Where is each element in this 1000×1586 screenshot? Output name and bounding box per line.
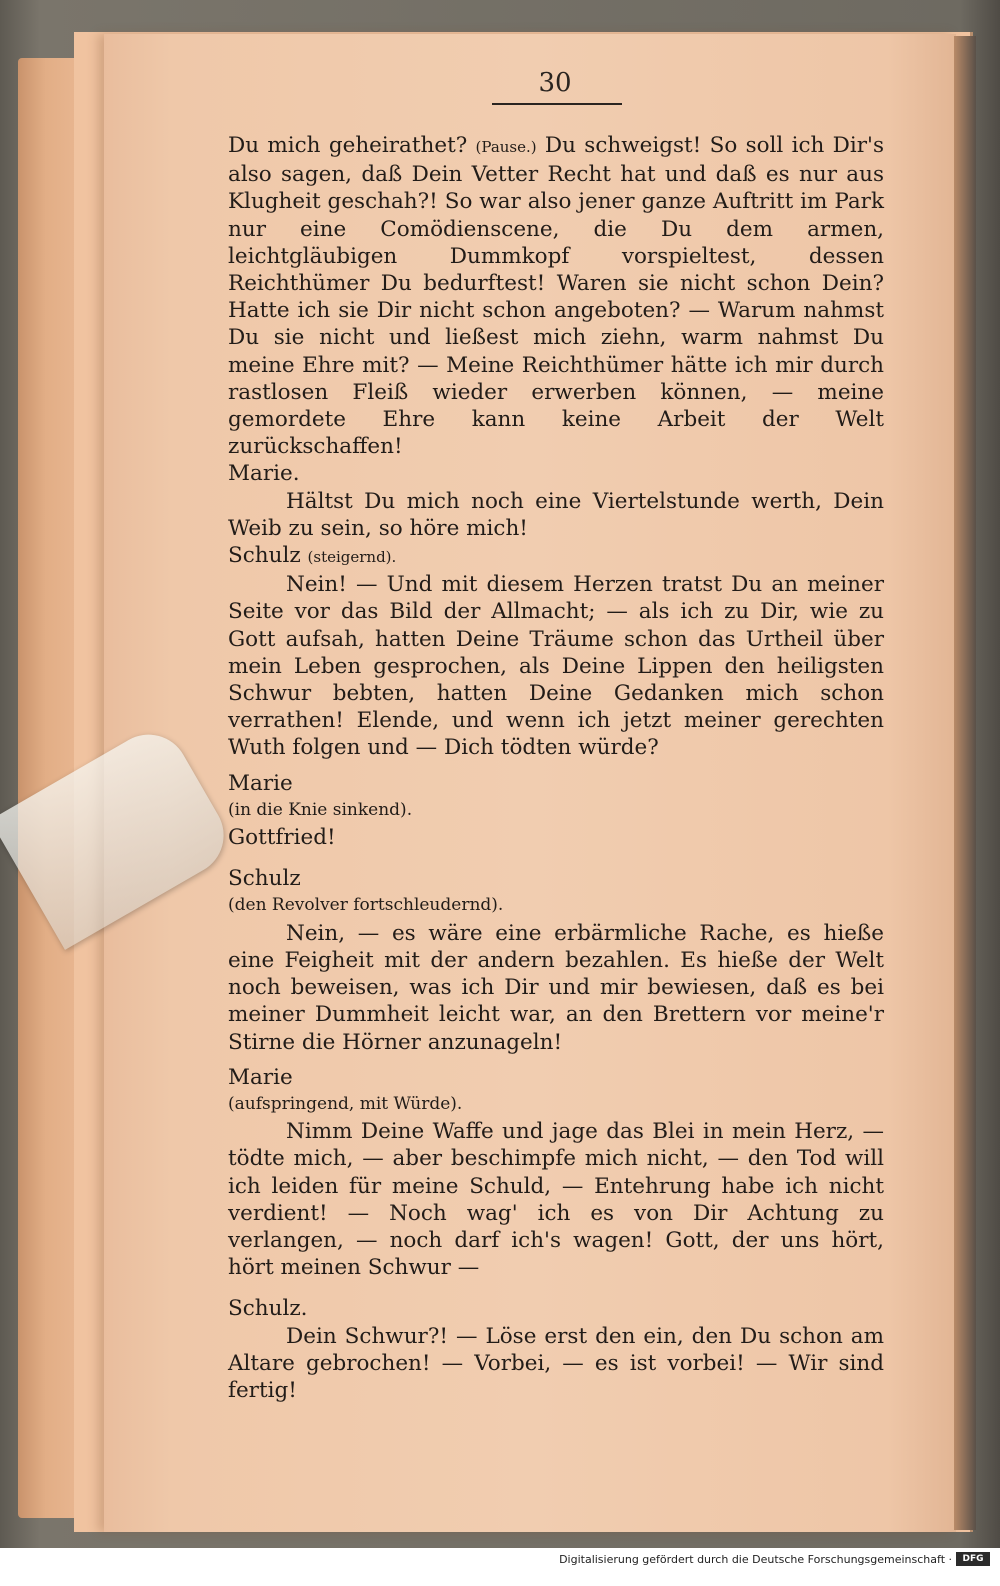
speaker-schulz-3: Schulz. — [228, 1296, 308, 1322]
speaker-marie-1: Marie. — [228, 461, 300, 487]
speaker-schulz-1 — [228, 542, 884, 571]
stage-direction-steigernd: (steigernd). — [307, 548, 397, 567]
stage-direction-pause: (Pause.) — [475, 138, 537, 156]
spacer — [228, 1281, 884, 1295]
paragraph-4: Gottfried! — [228, 825, 336, 851]
spacer — [228, 762, 884, 770]
footer-credit: Digitalisierung gefördert durch die Deutsche Forschungsgemeinschaft · — [559, 1553, 952, 1566]
speaker-marie-3: Marie — [228, 1064, 293, 1090]
speaker-schulz-1-name: Schulz — [228, 543, 301, 569]
stage-direction-knie: (in die Knie sinkend). — [228, 799, 413, 820]
paragraph-1-rest: Du schweigst! So soll ich Dir's also sagen, daß Dein Vetter Recht hat und daß es nur aus Klugheit geschah?! So war also jener ganze Auftritt im Park nur eine Comödienscene, die Du dem armen, leichtgläubigen Dummkopf vorspieltest, dessen Reichthümer Du bedurftest! Waren sie nicht schon Dein? Hatte ich sie Dir nicht schon angeboten? — Warum nahmst Du sie nicht und ließest mich ziehn, warm nahmst Du meine Ehre mit? — Meine Reichthümer hätte ich mir durch rastlosen Fleiß wieder erwerben können, — meine gemordete Ehre kann keine Arbeit der Welt zurückschaffen! — [228, 133, 884, 460]
speaker-marie-2: Marie — [228, 770, 293, 796]
stage-direction-revolver: (den Revolver fortschleudernd). — [228, 895, 504, 916]
page-text — [228, 132, 884, 1404]
paragraph-1 — [228, 132, 884, 460]
dfg-logo-icon: DFG — [956, 1552, 990, 1566]
paragraph-6: Nimm Deine Waffe und jage das Blei in mein Herz, — tödte mich, — aber beschimpfe mich nicht, — den Tod will ich leiden für meine Schuld, — Entehrung habe ich nicht verdient! — Noch wag' ich es von Dir Achtung zu verlangen, — noch darf ich's wagen! Gott, der uns hört, hört meinen Schwur — — [228, 1119, 884, 1281]
paragraph-2: Hältst Du mich noch eine Viertelstunde werth, Dein Weib zu sein, so höre mich! — [228, 488, 884, 541]
spacer — [228, 851, 884, 865]
paragraph-5: Nein, — es wäre eine erbärmliche Rache, es hieße eine Feigheit mit der andern bezahlen. Es hieße der Welt noch beweisen, was ich Dir und mir bewiesen, daß es bei meiner Dummheit leicht war, an den Brettern vor meine'r Stirne die Hörner anzunageln! — [228, 920, 884, 1055]
stage-direction-aufspringend: (aufspringend, mit Würde). — [228, 1093, 463, 1114]
page-number: 30 — [538, 68, 572, 98]
paragraph-3: Nein! — Und mit diesem Herzen tratst Du an meiner Seite vor das Bild der Allmacht; — als ich zu Dir, wie zu Gott aufsah, hatten Deine Träume schon das Urtheil über mein Leben gesprochen, als Deine Lippen den heiligsten Schwur bebten, hatten Deine Gedanken mich schon verrathen! Elende, und wenn ich jetzt meiner gerechten Wuth folgen und — Dich tödten würde? — [228, 572, 884, 761]
page-edge-shadow — [954, 36, 976, 1530]
page-number-rule — [492, 103, 622, 105]
spacer — [228, 1056, 884, 1064]
speaker-schulz-2: Schulz — [228, 866, 301, 892]
paragraph-7: Dein Schwur?! — Löse erst den ein, den Du schon am Altare gebrochen! — Vorbei, — es ist vorbei! — Wir sind fertig! — [228, 1323, 884, 1403]
paragraph-1-start: Du mich geheirathet? — [228, 133, 468, 158]
